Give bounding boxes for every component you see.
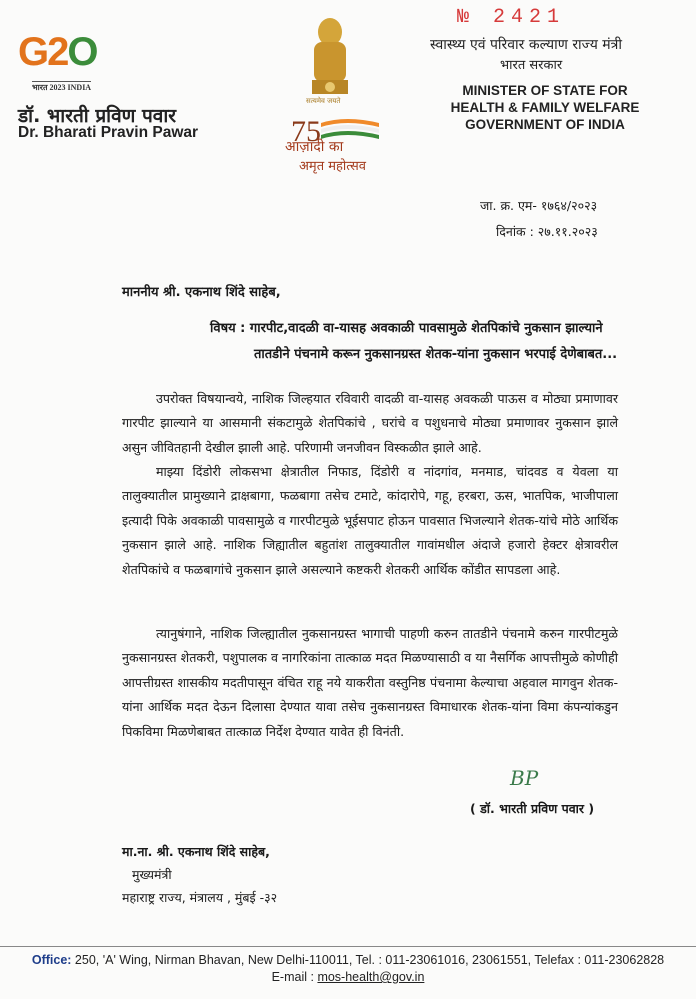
footer-divider — [0, 946, 696, 947]
serial-number: № 2421 — [457, 6, 566, 29]
reference-number: जा. क्र. एम- १७६४/२०२३ — [480, 198, 598, 213]
addressee-block: मा.ना. श्री. एकनाथ शिंदे साहेब, मुख्यमंत्री महाराष्ट्र राज्य, मंत्रालय , मुंबई -३२ — [122, 844, 278, 905]
salutation: माननीय श्री. एकनाथ शिंदे साहेब, — [122, 285, 281, 300]
svg-text:75: 75 — [291, 115, 321, 145]
ministry-hindi: स्वास्थ्य एवं परिवार कल्याण राज्य मंत्री — [430, 37, 622, 53]
g20-logo: G2O भारत 2023 INDIA — [18, 30, 97, 92]
government-hindi: भारत सरकार — [500, 58, 563, 73]
signatory-name: ( डॉ. भारती प्रविण पवार ) — [470, 801, 595, 816]
minister-name-english: Dr. Bharati Pravin Pawar — [18, 124, 199, 141]
subject: विषय : गारपीट,वादळी वा-यासह अवकाळी पावसामुळे शेतपिकांचे नुकसान झाल्याने तातडीने पंचनामे करून नुकसानग्रस्त शेतक-यांना नुकसान भरपाई देणेबाबत... — [210, 321, 618, 362]
office-address: Office: 250, 'A' Wing, Nirman Bhavan, New Delhi-110011, Tel. : 011-23061016, 23061551, Telefax : 011-23062828 — [31, 953, 665, 967]
emblem-motto: सत्यमेव जयते — [306, 97, 341, 105]
letter-date: दिनांक : २७.११.२०२३ — [496, 224, 598, 239]
body-paragraph: त्यानुषंगाने, नाशिक जिल्ह्यातील नुकसानग्रस्त भागाची पाहणी करुन तातडीने पंचनामे करुन गारपीटमुळे नुकसानग्रस्त शेतकरी, पशुपालक व नागरिकांना तात्काळ मदत मिळण्यासाठी व या नैसर्गिक आपत्तीमुळे कोणीही आपत्तीग्रस्त शासकीय मदतीपासून वंचित राहू नये याकरीता वस्तुनिष्ठ पंचनामा केल्याचा अहवाल मागवुन शेतक-यांना आर्थिक मदत देऊन दिलासा देण्यात यावा तसेच नुकसानग्रस्त विमाधारक शेतक-यांना विमा कंपन्यांकडुन पिकविमा मिळणेबाबत तात्काळ निर्देश देण्यात यावेत ही विनंती. — [122, 626, 618, 739]
body-paragraph: उपरोक्त विषयान्वये, नाशिक जिल्हयात रविवारी वादळी वा-यासह अवकळी पाऊस व मोठ्या प्रमाणावर गारपीट झाल्याने या आसमानी संकटामुळे शेतपिकांचे , घरांचे व पशुधनाचे मोठ्या प्रमाणावर नुकसान झाले असुन जीवितहानी देखील झाली आहे. परिणामी जनजीवन विस्कळीत झाले आहे. — [122, 391, 618, 455]
azadi-ka-amrit-mahotsav-logo: 75 आज़ादी का अमृत महोत्सव — [285, 115, 385, 175]
signature: BP — [510, 766, 539, 790]
body-paragraph: माझ्या दिंडोरी लोकसभा क्षेत्रातील निफाड, दिंडोरी व नांदगांव, मनमाड, चांदवड व येवला या तालुक्यातील प्रामुख्याने द्राक्षबागा, फळबागा तसेच टमाटे, कांदारोपे, गहू, हरबरा, ऊस, भातपिक, भाजीपाला इत्यादी पिके अवकाळी पावसामुळे व गारपीटमुळे भूईसपाट होऊन पावसात भिजल्याने शेतक-यांचे मोठे आर्थिक नुकसान झाले आहे. नाशिक जिह्यातील बहुतांश तालुक्यातील गावांमधील अंदाजे हजारो हेक्टर क्षेत्रावरील शेतपिकांचे व फळबागांचे नुकसान झाले असल्याने कष्टकरी शेतकरी आर्थिक कोंडीत सापडला आहे. — [122, 464, 618, 577]
minister-name-hindi: डॉ. भारती प्रविण पवार — [18, 105, 177, 127]
flag-75-icon — [291, 115, 381, 145]
email-line: E-mail : mos-health@gov.in — [271, 970, 425, 984]
ministry-english: MINISTER OF STATE FOR HEALTH & FAMILY WELFARE GOVERNMENT OF INDIA — [450, 83, 640, 132]
email-link[interactable]: mos-health@gov.in — [317, 970, 425, 984]
